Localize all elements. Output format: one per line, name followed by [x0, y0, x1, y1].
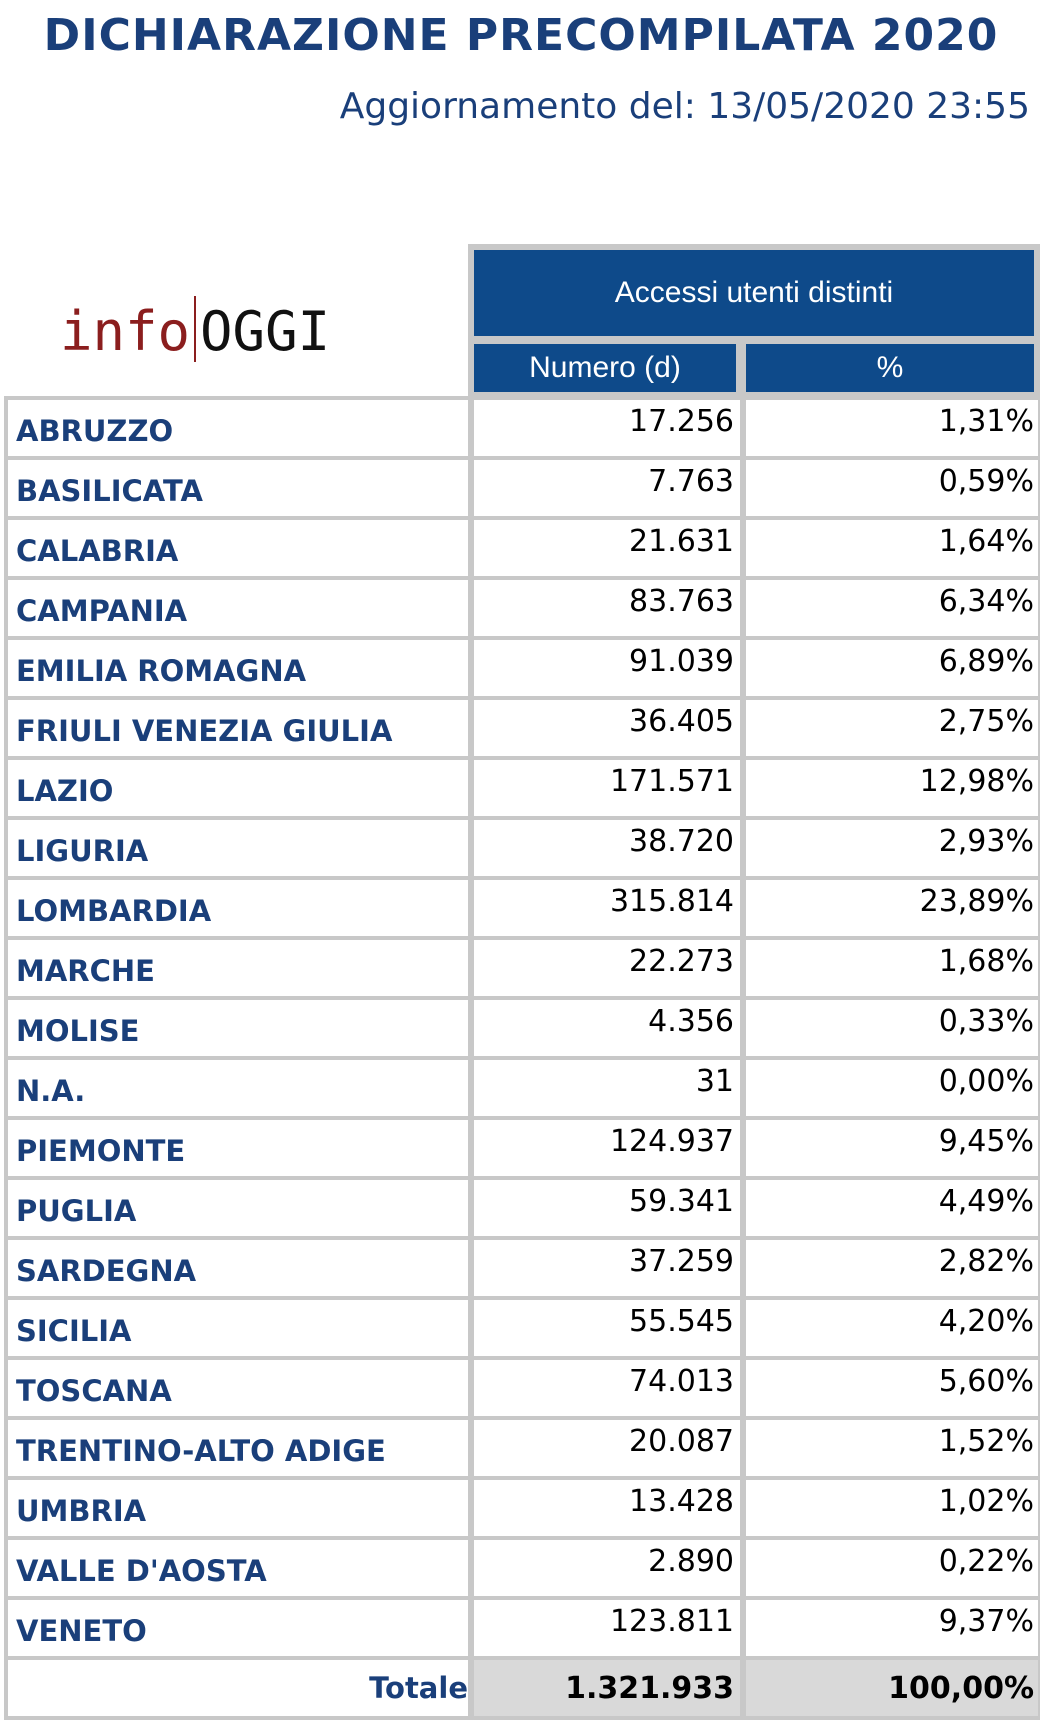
access-count: 74.013	[474, 1360, 740, 1416]
region-name: BASILICATA	[8, 460, 468, 516]
table-row	[4, 1536, 1040, 1596]
access-percent: 23,89%	[746, 880, 1038, 936]
region-name: MOLISE	[8, 1000, 468, 1056]
access-percent: 6,34%	[746, 580, 1038, 636]
region-name: FRIULI VENEZIA GIULIA	[8, 700, 468, 756]
access-percent: 6,89%	[746, 640, 1038, 696]
column-header-percent: %	[746, 344, 1034, 392]
region-name: LOMBARDIA	[8, 880, 468, 936]
access-percent: 0,33%	[746, 1000, 1038, 1056]
logo-oggi-text: OGGI	[200, 300, 331, 363]
region-name: UMBRIA	[8, 1480, 468, 1536]
access-percent: 1,31%	[746, 400, 1038, 456]
table-row	[4, 756, 1040, 816]
access-count: 20.087	[474, 1420, 740, 1476]
access-count: 315.814	[474, 880, 740, 936]
infooggi-logo	[60, 296, 330, 362]
table-row	[4, 1476, 1040, 1536]
table-row	[4, 1236, 1040, 1296]
region-name: TOSCANA	[8, 1360, 468, 1416]
access-percent: 1,52%	[746, 1420, 1038, 1476]
table-row	[4, 1596, 1040, 1656]
region-name: MARCHE	[8, 940, 468, 996]
table-row	[4, 576, 1040, 636]
table-row	[4, 396, 1040, 456]
region-name: SICILIA	[8, 1300, 468, 1356]
access-percent: 0,00%	[746, 1060, 1038, 1116]
total-row	[4, 1656, 1040, 1720]
access-percent: 4,49%	[746, 1180, 1038, 1236]
table-row	[4, 1116, 1040, 1176]
access-percent: 9,45%	[746, 1120, 1038, 1176]
access-percent: 2,75%	[746, 700, 1038, 756]
access-count: 21.631	[474, 520, 740, 576]
access-percent: 9,37%	[746, 1600, 1038, 1656]
region-name: CALABRIA	[8, 520, 468, 576]
access-percent: 0,22%	[746, 1540, 1038, 1596]
access-count: 13.428	[474, 1480, 740, 1536]
table-row	[4, 996, 1040, 1056]
logo-info-text: info	[60, 300, 191, 363]
access-count: 17.256	[474, 400, 740, 456]
region-name: PUGLIA	[8, 1180, 468, 1236]
group-header-accessi: Accessi utenti distinti	[474, 250, 1034, 336]
access-count: 31	[474, 1060, 740, 1116]
access-percent: 0,59%	[746, 460, 1038, 516]
region-name: EMILIA ROMAGNA	[8, 640, 468, 696]
table-row	[4, 1416, 1040, 1476]
access-percent: 1,64%	[746, 520, 1038, 576]
region-name: PIEMONTE	[8, 1120, 468, 1176]
access-count: 91.039	[474, 640, 740, 696]
table-row	[4, 876, 1040, 936]
access-count: 36.405	[474, 700, 740, 756]
access-count: 4.356	[474, 1000, 740, 1056]
table-row	[4, 1056, 1040, 1116]
total-count: 1.321.933	[474, 1660, 740, 1716]
access-percent: 12,98%	[746, 760, 1038, 816]
region-name: N.A.	[8, 1060, 468, 1116]
access-count: 83.763	[474, 580, 740, 636]
table-row	[4, 456, 1040, 516]
region-name: ABRUZZO	[8, 400, 468, 456]
page-title: DICHIARAZIONE PRECOMPILATA 2020	[43, 10, 999, 61]
access-count: 124.937	[474, 1120, 740, 1176]
access-percent: 5,60%	[746, 1360, 1038, 1416]
access-count: 2.890	[474, 1540, 740, 1596]
region-name: VALLE D'AOSTA	[8, 1540, 468, 1596]
table-row	[4, 816, 1040, 876]
table-row	[4, 936, 1040, 996]
access-percent: 4,20%	[746, 1300, 1038, 1356]
table-row	[4, 696, 1040, 756]
access-percent: 1,02%	[746, 1480, 1038, 1536]
regions-table	[4, 396, 1040, 1720]
access-count: 123.811	[474, 1600, 740, 1656]
logo-divider	[194, 296, 196, 362]
access-count: 59.341	[474, 1180, 740, 1236]
region-name: LIGURIA	[8, 820, 468, 876]
access-percent: 2,82%	[746, 1240, 1038, 1296]
access-count: 7.763	[474, 460, 740, 516]
access-count: 55.545	[474, 1300, 740, 1356]
access-percent: 2,93%	[746, 820, 1038, 876]
column-header-numero: Numero (d)	[474, 344, 736, 392]
region-name: VENETO	[8, 1600, 468, 1656]
table-row	[4, 516, 1040, 576]
access-count: 37.259	[474, 1240, 740, 1296]
total-label: Totale	[8, 1660, 468, 1716]
total-percent: 100,00%	[746, 1660, 1038, 1716]
region-name: SARDEGNA	[8, 1240, 468, 1296]
table-row	[4, 1296, 1040, 1356]
table-row	[4, 1356, 1040, 1416]
update-timestamp: Aggiornamento del: 13/05/2020 23:55	[339, 86, 1030, 127]
access-percent: 1,68%	[746, 940, 1038, 996]
table-row	[4, 1176, 1040, 1236]
access-count: 38.720	[474, 820, 740, 876]
region-name: LAZIO	[8, 760, 468, 816]
table-row	[4, 636, 1040, 696]
region-name: CAMPANIA	[8, 580, 468, 636]
access-count: 171.571	[474, 760, 740, 816]
access-count: 22.273	[474, 940, 740, 996]
region-name: TRENTINO-ALTO ADIGE	[8, 1420, 468, 1476]
